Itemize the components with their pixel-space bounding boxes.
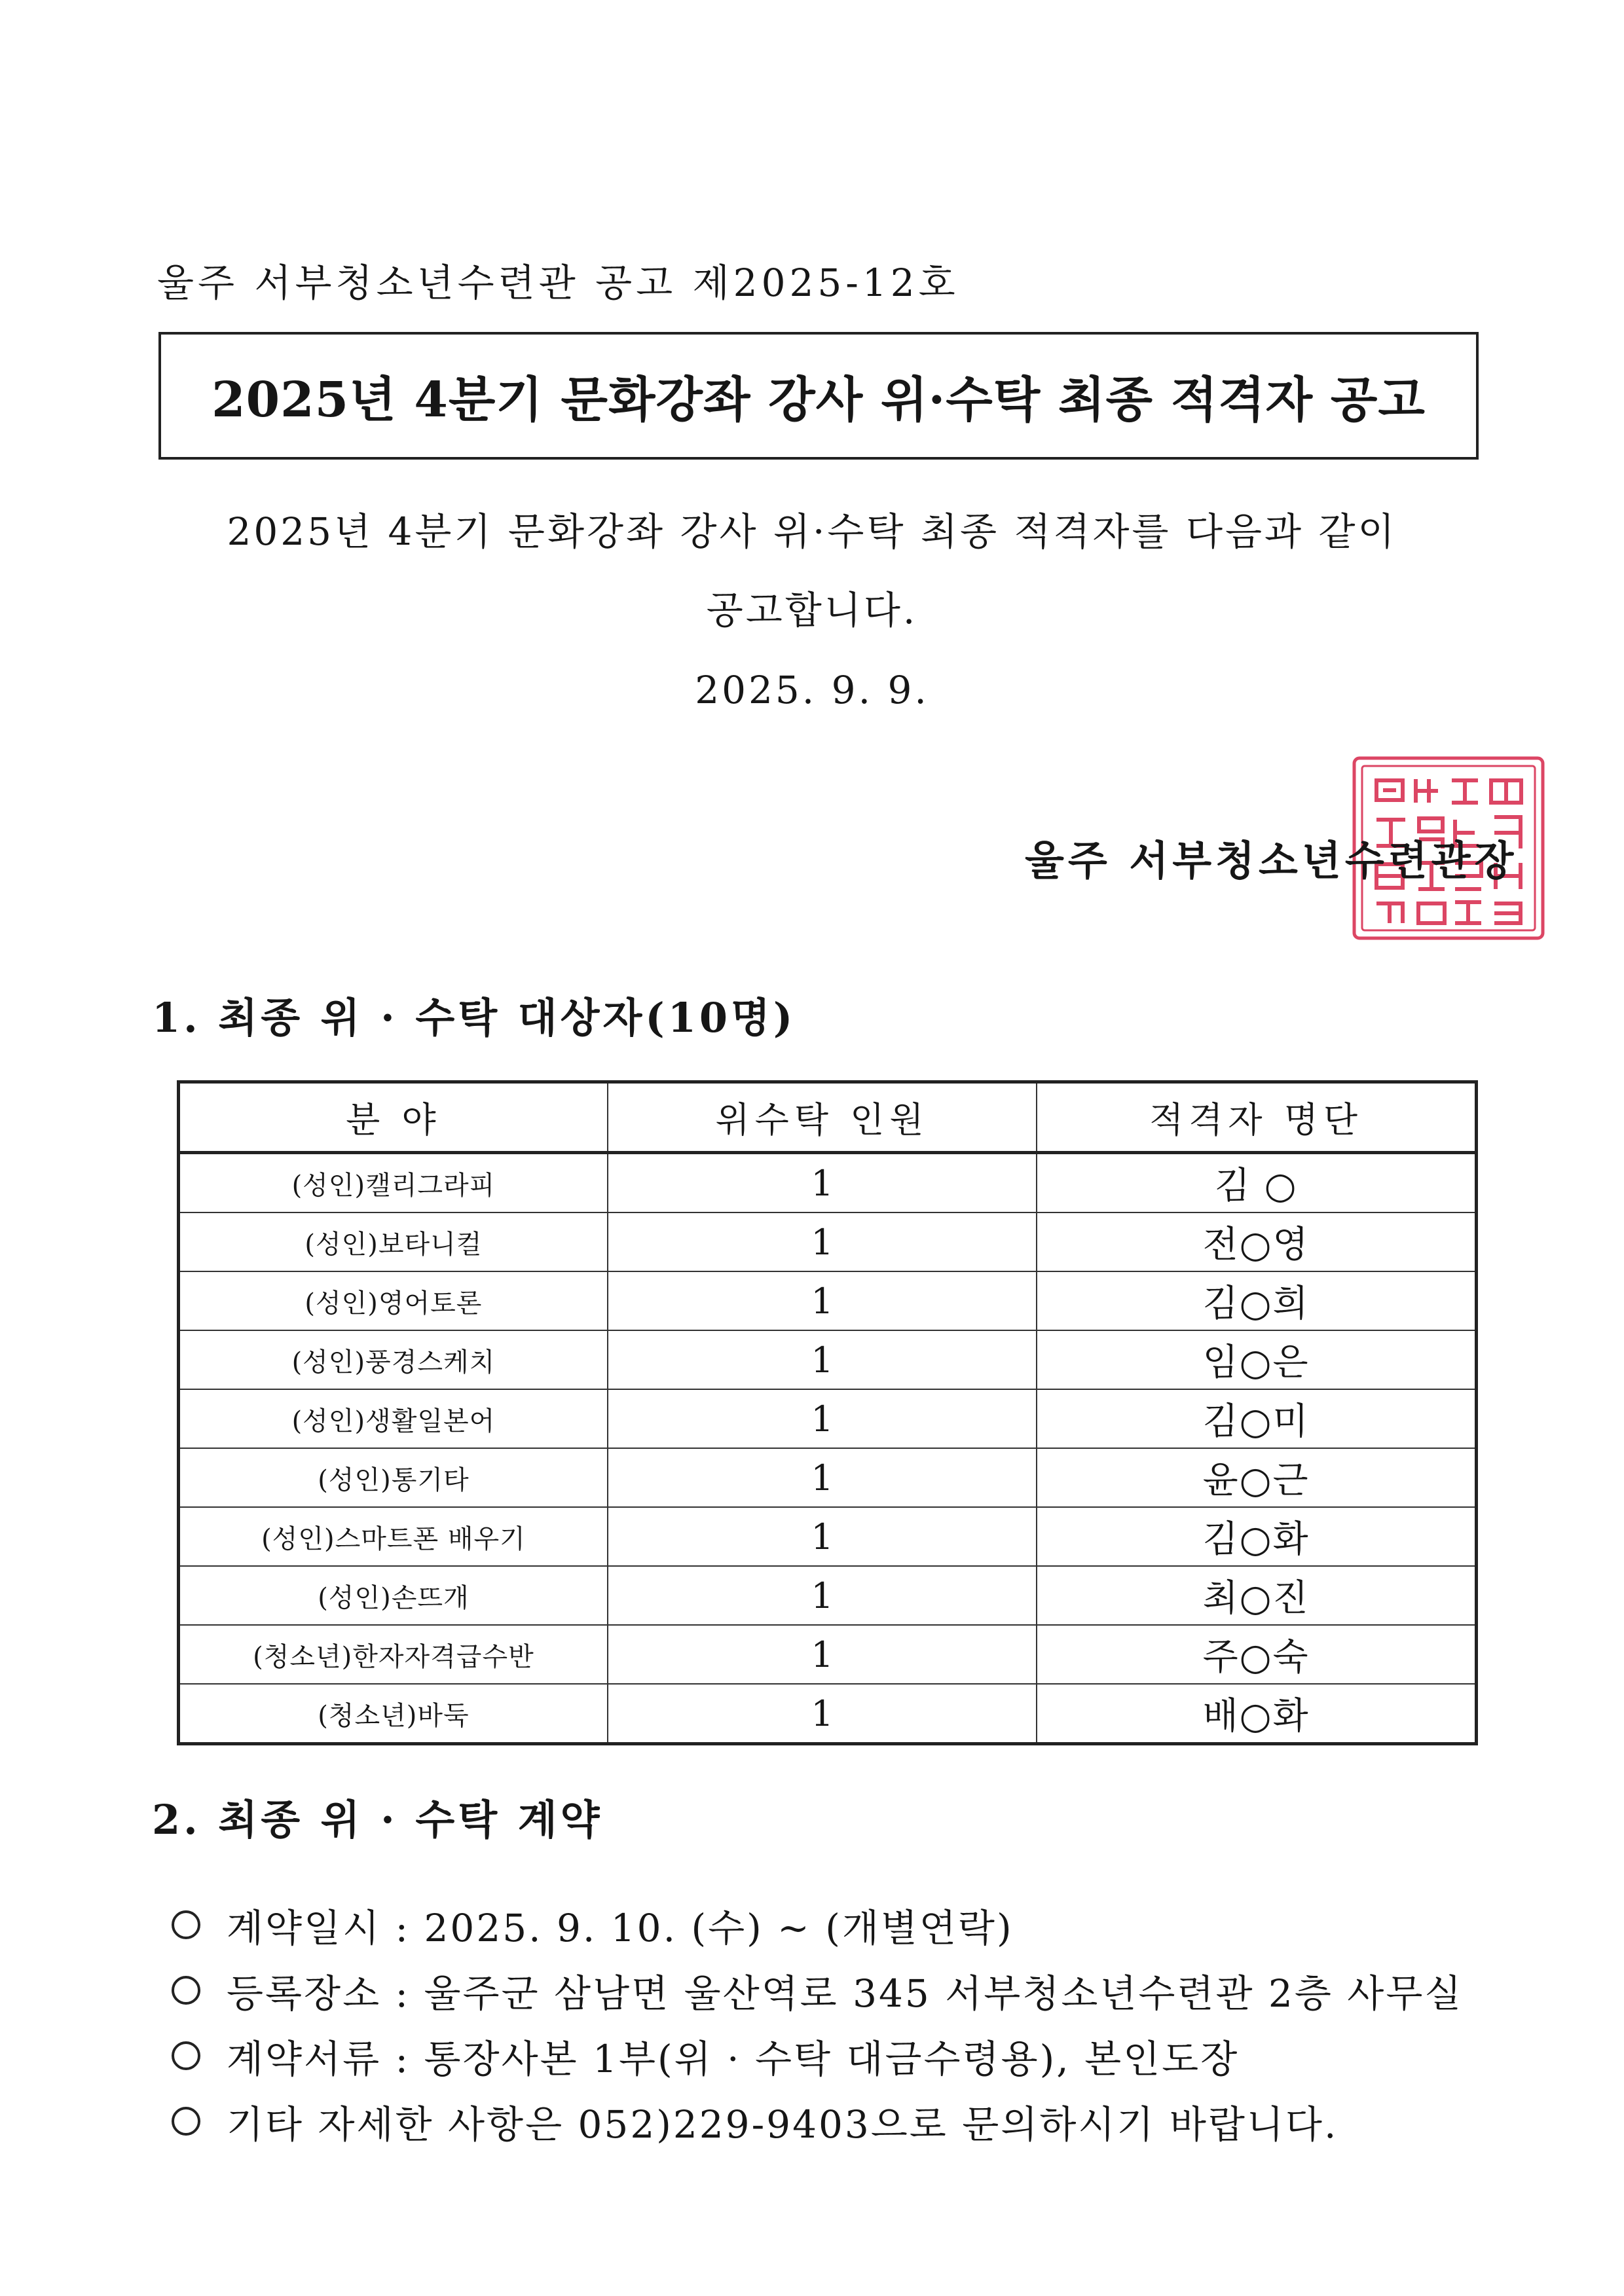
field-cell: (성인)통기타 <box>179 1448 608 1507</box>
name-cell: 윤○근 <box>1037 1448 1476 1507</box>
field-cell: (청소년)한자자격급수반 <box>179 1625 608 1684</box>
section-2-heading: 2. 최종 위 · 수탁 계약 <box>152 1796 603 1844</box>
field-cell: (성인)보타니컬 <box>179 1212 608 1271</box>
name-cell: 임○은 <box>1037 1330 1476 1389</box>
list-item-text: 계약일시 : 2025. 9. 10. (수) ~ (개별연락) <box>227 1906 1014 1950</box>
document-title: 2025년 4분기 문화강좌 강사 위·수탁 최종 적격자 공고 <box>212 371 1426 428</box>
table-row <box>179 1212 1477 1271</box>
intro-text-line-2: 공고합니다. <box>706 588 918 632</box>
name-cell: 김○화 <box>1037 1507 1476 1566</box>
table-row <box>179 1625 1477 1684</box>
header-count: 위수탁 인원 <box>608 1082 1037 1153</box>
table-row <box>179 1566 1477 1625</box>
name-cell: 최○진 <box>1037 1566 1476 1625</box>
count-cell: 1 <box>608 1153 1037 1213</box>
list-item-text: 계약서류 : 통장사본 1부(위 · 수탁 대금수령용), 본인도장 <box>227 2037 1240 2081</box>
count-cell: 1 <box>608 1448 1037 1507</box>
table-row <box>179 1153 1477 1213</box>
count-cell: 1 <box>608 1330 1037 1389</box>
count-cell: 1 <box>608 1271 1037 1330</box>
notice-date: 2025. 9. 9. <box>695 668 929 712</box>
field-cell: (청소년)바둑 <box>179 1684 608 1744</box>
name-cell: 배○화 <box>1037 1684 1476 1744</box>
list-item-text: 기타 자세한 사항은 052)229-9403으로 문의하시기 바랍니다. <box>227 2102 1338 2147</box>
circle-bullet-icon <box>172 1976 200 2005</box>
count-cell: 1 <box>608 1212 1037 1271</box>
list-item <box>172 2023 1463 2088</box>
count-cell: 1 <box>608 1566 1037 1625</box>
header-names: 적격자 명단 <box>1037 1082 1476 1153</box>
table-row <box>179 1330 1477 1389</box>
title-box <box>158 332 1479 460</box>
name-cell: 김○미 <box>1037 1389 1476 1448</box>
count-cell: 1 <box>608 1625 1037 1684</box>
list-item <box>172 1892 1463 1958</box>
name-cell: 김 ○ <box>1037 1153 1476 1213</box>
name-cell: 전○영 <box>1037 1212 1476 1271</box>
field-cell: (성인)스마트폰 배우기 <box>179 1507 608 1566</box>
count-cell: 1 <box>608 1389 1037 1448</box>
list-item <box>172 1958 1463 2023</box>
field-cell: (성인)손뜨개 <box>179 1566 608 1625</box>
circle-bullet-icon <box>172 2107 200 2136</box>
table-row <box>179 1684 1477 1744</box>
eligible-candidates-table <box>177 1080 1478 1745</box>
table-row <box>179 1507 1477 1566</box>
list-item <box>172 2088 1463 2154</box>
table-row <box>179 1389 1477 1448</box>
name-cell: 김○희 <box>1037 1271 1476 1330</box>
circle-bullet-icon <box>172 1910 200 1939</box>
section-1-heading: 1. 최종 위 · 수탁 대상자(10명) <box>152 994 796 1042</box>
count-cell: 1 <box>608 1507 1037 1566</box>
table-header-row <box>179 1082 1477 1153</box>
notice-number: 울주 서부청소년수련관 공고 제2025-12호 <box>157 261 959 305</box>
field-cell: (성인)영어토론 <box>179 1271 608 1330</box>
list-item-text: 등록장소 : 울주군 삼남면 울산역로 345 서부청소년수련관 2층 사무실 <box>227 1971 1464 2016</box>
contract-info-list <box>172 1892 1463 2154</box>
field-cell: (성인)캘리그라피 <box>179 1153 608 1213</box>
name-cell: 주○숙 <box>1037 1625 1476 1684</box>
circle-bullet-icon <box>172 2041 200 2070</box>
signer-name: 울주 서부청소년수련관장 <box>1025 837 1518 884</box>
intro-text-line-1: 2025년 4분기 문화강좌 강사 위·수탁 최종 적격자를 다음과 같이 <box>227 509 1397 554</box>
field-cell: (성인)생활일본어 <box>179 1389 608 1448</box>
table-row <box>179 1271 1477 1330</box>
header-field: 분 야 <box>179 1082 608 1153</box>
field-cell: (성인)풍경스케치 <box>179 1330 608 1389</box>
table-row <box>179 1448 1477 1507</box>
count-cell: 1 <box>608 1684 1037 1744</box>
